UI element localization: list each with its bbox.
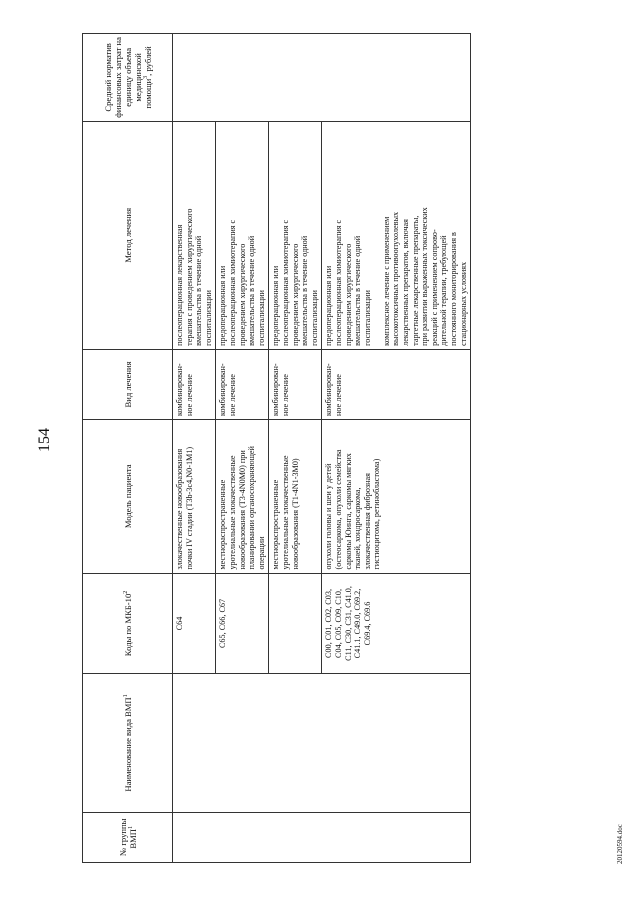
cell-name (173, 674, 471, 812)
header-group-no: № группы ВМП$^1$ (83, 812, 173, 862)
page-number: 154 (36, 428, 53, 452)
cell-method: послеоперационная лекарственная терапия с проведением хирургического вмешательства в течение одной госпитализации (173, 121, 216, 349)
cell-method: предоперационная или послеоперационная химиотерапия с проведением хирургического вмешательства в течение одной госпитализации (269, 121, 322, 349)
cell-method: предоперационная или послеоперационная химиотерапия с проведением хирургического вмешательства в течение одной госпитализации комплексное лечение с применением высокотоксичных противоопухолевых лекарственных препаратов, включая таргетные лекарственные препараты, при развитии выраженных токсических реакций с применением сопрово- дительной терапии, требующей постоянного мониторирования в стационарных условиях (322, 121, 471, 349)
cell-icd: C00, C01, C02, C03, C04, C05, C09, C10, C11, C30, C31, C41.0, C41.1, C49.0, C69.2, C69.4, C69.6 (322, 573, 471, 674)
header-model: Модель пациента (83, 420, 173, 574)
table-header-row (83, 34, 173, 863)
header-type: Вид лечения (83, 349, 173, 419)
cell-type: комбинирован- ное лечение (269, 349, 322, 419)
footer-doc-name: 20120594.doc (616, 824, 624, 864)
cell-method: предоперационная или послеоперационная химиотерапия с проведением хирургического вмешательства в течение одной госпитализации (216, 121, 269, 349)
cell-icd (269, 573, 322, 674)
header-norm: Средний норматив финансовых затрат на единицу объема медицинской помощи$^3$, рублей (83, 34, 173, 122)
treatment-table (82, 33, 471, 863)
table-row (173, 34, 216, 863)
header-name: Наименование вида ВМП$^1$ (83, 674, 173, 812)
cell-icd: C64 (173, 573, 216, 674)
cell-model: местнораспространенные уротелиальные злокачественные новообразования (T1-4N1-3M0) (269, 420, 322, 574)
header-method: Метод лечения (83, 121, 173, 349)
cell-model: опухоли головы и шеи у детей (остеосаркома, опухоли семейства саркомы Юинга, саркомы мягких тканей, хондросаркома, злокачественная фиброзная гистиоцитома, ретинобластома) (322, 420, 471, 574)
cell-type: комбинирован- ное лечение (216, 349, 269, 419)
cell-type: комбинирован- ное лечение (322, 349, 471, 419)
cell-type: комбинирован- ное лечение (173, 349, 216, 419)
cell-model: злокачественные новообразования почки IV стадии (T3b-3c4,N0-1M1) (173, 420, 216, 574)
cell-icd: C65, C66, C67 (216, 573, 269, 674)
cell-group-no (173, 812, 471, 862)
cell-norm (173, 34, 471, 122)
header-icd: Коды по МКБ-$10^2$ (83, 573, 173, 674)
cell-model: местнораспространенные уротелиальные злокачественные новообразования (T3-4N0M0) при планировании органосохраняющей операции (216, 420, 269, 574)
